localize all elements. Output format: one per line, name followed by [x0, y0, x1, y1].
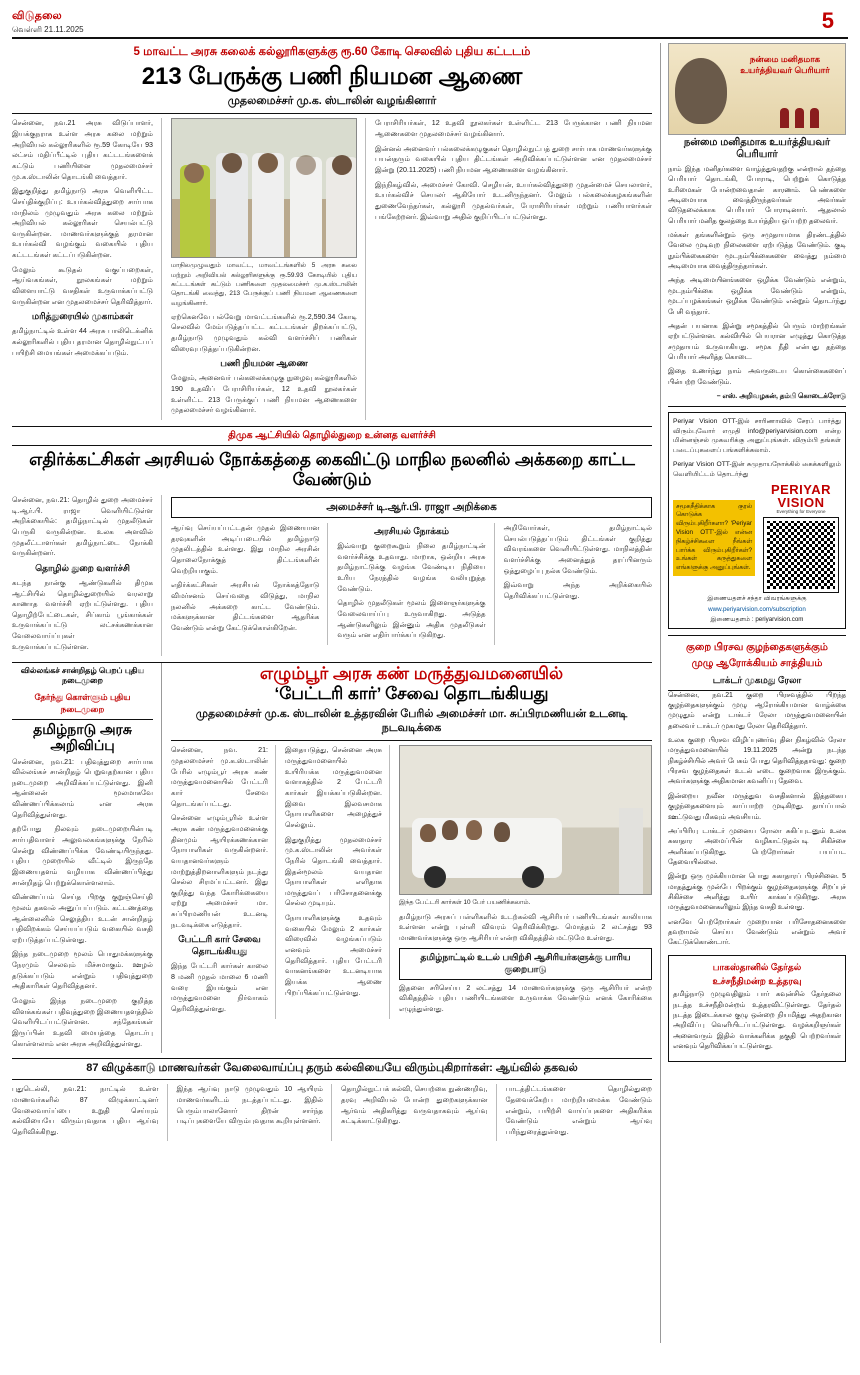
- health-para: இன்று ஒரு முக்கியமான பொது சுகாதாரப் பிரச்சினை. 5 மாதத்துக்கு முன்பே பிறக்கும் குழந்தைகளுக்கு சிறப்புச் சிகிச்சை அளித்து உயிர் காக்கப்படுகிறது. அரசு மருத்துவமனைகளிலும் இந்த வசதி உள்ளது.: [668, 873, 846, 912]
- periyar-portrait: [675, 58, 727, 124]
- third-center-para: இந்த பேட்டரி கார்கள் காலை 8 மணி முதல் மாலை 6 மணி வரை இயங்கும் என மருத்துவமனை நிர்வாகம் தெரிவித்துள்ளது.: [171, 962, 268, 1013]
- bottom-article: [12, 1058, 652, 1141]
- lead-col-1: [12, 118, 162, 420]
- ott-advertisement[interactable]: [668, 412, 846, 629]
- third-center-subhead: முதலமைச்சர் மு.க. ஸ்டாலின் உத்தரவின் பேரில் அமைச்சர் மா. சுப்பிரமணியன் உடனடி நடவடிக்கை: [171, 706, 652, 741]
- battery-car-photo: [399, 745, 652, 895]
- ott-mail-line[interactable]: இணையதளம் : periyarvision.com: [710, 616, 804, 624]
- lead-photo-caption: மாநிலமுழுவதும் மாவட்ட, மாவட்டங்களில் 5 அரசு கலை மற்றும் அறிவியல் கல்லூரிகளுக்கு ரூ.59.93 கோடியில் புதிய கட்டடங்கள் கட்டும் பணிகளை முதலமைச்சர் மு.க.ஸ்டாலின் தொடங்கி வைத்து, 213 பேருக்குப் பணி நியமன ஆணைகளை வழங்கினார்.: [171, 262, 357, 307]
- third-center-para: இதையடுத்து, சென்னை அரசு மருத்துவமனையில் உயிரியக்க மருத்துவமனை வளாகத்தில் 2 பேட்டரி கார்கள் இயக்கப்படுகின்றன. இவை இலவசமாக நோயாளிகளை அழைத்துச் செல்லும்.: [285, 746, 382, 829]
- third-center-col-1: [171, 745, 276, 1018]
- second-para: இவ்வாறு குறைகூறும் நிலை தமிழ்நாட்டின் வளர்ச்சிக்கு உதவாது. மாறாக, ஒன்றிய அரசு தமிழ்நாட்டுக்கு வழங்க வேண்டிய நிதியை உரிய நேரத்தில் வழங்க வலியுறுத்த வேண்டும்.: [337, 542, 486, 593]
- third-center-para: தமிழ்நாடு அரசுப் பள்ளிகளில் உடற்கல்வி ஆசிரியர் பணியிடங்கள் காலியாக உள்ளன என்று புள்ளி விவரம் தெரிவிக்கிறது. மொத்தம் 2 லட்சத்து 93 மாணவர்களுக்கு ஒரு ஆசிரியர் என்ற விகிதத்தில் மட்டுமே உள்ளது.: [399, 912, 652, 943]
- third-center-article: [171, 663, 652, 1053]
- lead-kicker: 5 மாவட்ட அரசு கலைக் கல்லூரிகளுக்கு ரூ.60 கோடி செலவில் புதிய கட்டடம்: [133, 45, 531, 58]
- second-col-3: [337, 523, 494, 645]
- third-center-subsection-head: பேட்டரி கார் சேவை தொடங்கியது: [178, 934, 261, 957]
- second-box-head: அமைச்சர் டி.ஆர்.பி. ராஜா அறிக்கை: [171, 497, 652, 518]
- lead-subhead: முதலமைச்சர் மு.க. ஸ்டாலின் வழங்கினார்: [12, 93, 652, 114]
- second-para: தொழில் முதலீடுகள் மூலம் இளைஞர்களுக்கு வேலைவாய்ப்பு உருவாகிறது. அடுத்த ஆண்டுகளிலும் இன்னும் அதிக முதலீடுகள் வரும் என எதிர்பார்க்கப்படுகிறது.: [337, 599, 486, 640]
- lead-para: இந்நிகழ்வில், அமைச்சர் கோவி. செழியன், உயர்கல்வித்துறை முதன்மைச் செயலாளர், உயர்கல்விச் செயலர் ஆகியோர் உடனிருந்தனர். மேலும் பல்கலைக்கழகங்களின் துணைவேந்தர்கள், கல்லூரி முதல்வர்கள், பேராசிரியர்கள் மற்றும் பணியாளர்கள் பங்கேற்றனர். இவ்வாறு அதில் குறிப்பிடப்பட்டுள்ளது.: [375, 180, 652, 221]
- page-body: [12, 43, 848, 1343]
- silhouette-group-icon: [780, 108, 819, 128]
- bottom-para: தொழில்நுட்பக் கல்வி, செயற்கை நுண்ணறிவு, தரவு அறிவியல் போன்ற துறைகளுக்கான ஆர்வம் அதிகரித்து வருவதாகவும் ஆய்வு சுட்டிக்காட்டுகிறது.: [341, 1085, 488, 1126]
- third-center-para: நோயாளிகளுக்கு உதவும் வகையில் மேலும் 2 கார்கள் விரைவில் வழங்கப்படும் எனவும் அமைச்சர் தெரிவித்தார். புதிய பேட்டரி வாகனங்களை உடனடியாக இயக்க ஆணை பிறப்பிக்கப்பட்டுள்ளது.: [285, 914, 382, 997]
- health-para: இன்றைய நவீன மருத்துவ வசதிகளால் இத்தகைய குழந்தைகளையும் காப்பாற்ற முடிகிறது. தாய்ப்பால் ஊட்டுவது மிகவும் அவசியம்.: [668, 792, 846, 821]
- bottom-para: புதுடெல்லி, நவ.21: நாட்டில் உள்ள மாணவர்களில் 87 விழுக்காட்டினர் வேலைவாய்ப்பை உறுதி செய்யும் கல்வியையே விரும்புவதாக புதிய ஆய்வு தெரிவிக்கிறது.: [12, 1085, 159, 1136]
- lead-para: சென்னை, நவ.21 அரசு விடுப்பாளர், இயக்குநராக உள்ள அரசு கலை மற்றும் அறிவியல் கல்லூரிகளில் ரூ.59 கோடியே 93 லட்சம் மதிப்பீட்டில் புதிய கட்டடங்களைக் கட்டும் பணியினை முதலமைச்சர் மு.க.ஸ்டாலின் தொடங்கி வைத்தார்.: [12, 119, 153, 181]
- periyar-banner-text: நன்மை மனிதமாக உயர்த்தியவர் பெரியார்: [740, 53, 830, 76]
- ott-logo-text: PERIYAR VISION: [770, 482, 832, 511]
- lead-headline: 213 பேருக்கு பணி நியமன ஆணை: [141, 62, 523, 90]
- ott-subscription-note: இணையதளச் சந்தா விவரங்களுக்கு: [707, 595, 807, 603]
- right-rail: [660, 43, 846, 1343]
- third-left-article: [12, 663, 162, 1053]
- second-para: அறிவோர்கள், தமிழ்நாட்டில் செயல்படுத்தப்படும் திட்டங்கள் குறித்து விவரங்களை வெளியிட்டுள்ளது. மாநிலத்தின் வளர்ச்சிக்கு அனைத்துத் தரப்பினரும் ஒத்துழைப்பு நல்க வேண்டும்.: [503, 524, 652, 575]
- court-para: தமிழ்நாடு முழுவதிலும் பார் கவுன்சில் தேர்தலை நடத்த உச்சநீதிமன்றம் உத்தரவிட்டுள்ளது. தேர்தல் நடத்த இடைக்கால குழு ஒன்றை நியமித்து அதற்கான அறிவிப்பு வெளியிடப்பட்டுள்ளது. வழக்கறிஞர்கள் அனைவரும் இதில் வாக்களிக்க தகுதி பெற்றவர்கள் எனவும் தெரிவிக்கப்பட்டுள்ளது.: [673, 991, 841, 1051]
- opinion-para: மக்கள் தங்களின்றும் ஒரு சமுதாயமாக திரண்டத்தில் வேலை முடிவுற நிலைகளை ஏற்படுத்த வேண்டும். குடி நும்பிக்கைகளை மூடநம்பிக்கைகளை வைத்து நம்மை அடிமையாக வைத்திருந்தார்கள்.: [668, 231, 846, 271]
- ott-logo-tagline: Everything for Everyone: [776, 509, 826, 515]
- second-headline: எதிர்க்கட்சிகள் அரசியல் நோக்கத்தை கைவிட்டு மாநில நலனில் அக்கறை காட்ட வேண்டும்: [12, 445, 652, 492]
- opinion-byline: – எஸ். அறிவழகன், தம்பி கொடைக்ரோடு: [716, 393, 846, 401]
- third-left-headline: தமிழ்நாடு அரசு அறிவிப்பு: [33, 721, 132, 754]
- lead-para: மேலும் கூடுதல் வகுப்பறைகள், ஆய்வகங்கள், நூலகங்கள் மற்றும் விளையாட்டு வசதிகள் உருவாக்கப்பட்டு வருகின்றன என முதலமைச்சர் தெரிவித்தார்.: [12, 265, 153, 306]
- court-article: [668, 955, 846, 1062]
- third-center-headline-line1: எழும்பூர் அரசு கண் மருத்துவமனையில்: [259, 664, 564, 684]
- page-number: 5: [821, 8, 834, 33]
- second-col-rest: [171, 495, 652, 656]
- publication-date: வெள்ளி 21.11.2025: [12, 24, 84, 34]
- second-col-2: [171, 523, 328, 645]
- second-para: ஆய்வு செய்யப்பட்டதன் முதல் இணையான தரவுகளின் அடிப்படையில் தமிழ்நாடு முதலிடத்தில் உள்ளது. இது மாநில அரசின் தொலைநோக்குத் திட்டங்களின் வெற்றியாகும்.: [171, 524, 320, 575]
- opinion-para: அந்த அடிமையினங்களை ஒழிக்க வேண்டும் என்றும், மூடநம்பிக்கை ஒழிக்க வேண்டும் என்றும், மூடப்பழக்கங்கள் ஒழிக்க வேண்டும் என்றும் தொடர்ந்து பேசி வந்தார்.: [668, 277, 846, 316]
- health-article: [668, 635, 846, 949]
- opinion-article: [668, 135, 846, 407]
- bottom-col-3: [341, 1084, 497, 1141]
- battery-car-caption: இந்த பேட்டரி கார்கள் 10 பேர் பயணிக்கலாம்.: [399, 899, 531, 907]
- third-left-para: இந்த நடைமுறை மூலம் பொதுமக்களுக்கு நேரமும் செலவும் மிச்சமாகும். ஊழல் தடுக்கப்படும் என்றும் பதிவுத்துறை அதிகாரிகள் தெரிவித்தனர்.: [12, 950, 153, 991]
- court-headline-line2: உச்சநீதிமன்ற உத்தரவு: [712, 976, 802, 987]
- masthead: [12, 10, 848, 39]
- qr-code-icon[interactable]: [764, 518, 838, 592]
- court-headline-line1: பாகஸ்தானில் தேர்தல்: [712, 961, 802, 972]
- publication-title: விடுதலை: [12, 10, 62, 22]
- health-headline-line1: குறை பிரசவ குழந்தைகளுக்கும்: [686, 642, 828, 654]
- ott-logo-row: [673, 483, 841, 592]
- lead-para: தமிழ்நாட்டில் உள்ள 44 அரசு பாலிடெக்னிக் கல்லூரிகளில் புதிய தரமான தொழில்நுட்பப் பயிற்சி மையங்கள் அமைக்கப்படும்.: [12, 327, 153, 357]
- lead-para: ஏற்கெனவே பல்வேறு மாவட்டங்களில் ரூ.2,590.34 கோடி செலவில் மேம்படுத்தப்பட்ட கட்டடங்கள் திறக்கப்பட்டு, தமிழ்நாடு முழுவதும் கல்வி வளர்ச்சிப் பணிகள் விரைவுபடுத்தப்படுகின்றன.: [171, 312, 357, 353]
- third-center-para: இதனை சரிசெய்ய 2 லட்சத்து 14 மாணவர்களுக்கு ஒரு ஆசிரியர் என்ற விகிதத்தில் புதிய பணியிடங்களை உருவாக்க வேண்டும் எனக் கோரிக்கை எழுந்துள்ளது.: [399, 983, 652, 1013]
- ott-yellow-note: சமூகநீதிக்காக குரல் கொடுக்க விரும்புகிறீர்களா? ‘Periyar Vision OTT’-இல் என்ன நிகழ்ச்சிகளை நீங்கள் பார்க்க விரும்புகிறீர்கள்? உங்கள் கருத்துகளை எங்களுக்கு அனுப்புங்கள்.: [673, 500, 755, 577]
- health-para: உலக குறை பிரசவ விழிப்புணர்வு தின நிகழ்வில் ரேலா மருத்துவமனையில் 19.11.2025 அன்று நடந்த நிகழ்ச்சியில் அவர் பேசும் போது தெரிவித்ததாவது: குறை பிரசவ குழந்தைகள் உடல் எடை குறைவாக இருக்கும். அவர்களுக்கு அதிகமான கவனிப்பு தேவை.: [668, 737, 846, 786]
- bottom-para: பாடத்திட்டங்களை தொழில்துறை தேவைக்கேற்ப மாற்றியமைக்க வேண்டும் என்றும், பயிற்சி வாய்ப்புகளை அதிகரிக்க வேண்டும் என்றும் ஆய்வு பரிந்துரைத்துள்ளது.: [505, 1085, 652, 1136]
- second-para: இவ்வாறு அந்த அறிக்கையில் தெரிவிக்கப்பட்டுள்ளது.: [503, 581, 652, 600]
- lead-subsection-head: மரித்துரையில் முகாம்கள்: [31, 311, 134, 322]
- third-center-boxhead: தமிழ்நாட்டில் உடல் பயிற்சி ஆசிரியர்களுக்கு பாரிய குறைபாடு: [399, 948, 652, 980]
- lead-col-2: [171, 118, 366, 420]
- ott-para: Periyar Vision OTT-இன் சுமுதாயநோக்கில் கைக்களிலும் வெளியிட்டம் தொடர்ந்து: [673, 460, 841, 478]
- lead-subsection-head: பணி நியமன ஆணை: [220, 358, 308, 369]
- health-para: அப்பிரியு டாக்டர் முனைய ரோலா சுகிப்புடனும் உலக சுகாதார அமைப்பின் வழிகாட்டுதல்படி சிகிச்சை அளிக்கப்படுகிறது. பெற்றோர்கள் பயப்பட தேவையில்லை.: [668, 827, 846, 866]
- lead-para: இதுகுறித்து தமிழ்நாடு அரசு வெளியிட்ட செய்திக்குறிப்பு: உயர்கல்வித்துறை சார்பாக மாநிலம் முழுவதும் அரசு கலை மற்றும் அறிவியல் கல்லூரிகள் செயல்பட்டு வருகின்றன. மாணவர்களுக்குத் தரமான உயர்கல்வி வழங்கும் வகையில் புதிய கட்டடங்கள் கட்டப்படுகின்றன.: [12, 187, 153, 260]
- second-strapline: திமுக ஆட்சியில் தொழில்துறை உன்னத வளர்ச்சி: [228, 429, 436, 441]
- third-left-strapline: வில்லங்கச் சான்றிதழ் பெறப் புதிய நடைமுறை: [20, 666, 145, 686]
- opinion-headline: நன்மை மனிதமாக உயர்த்தியவர் பெரியார்: [683, 136, 831, 161]
- lead-photo: [171, 118, 357, 258]
- periyar-banner: [668, 43, 846, 135]
- second-article: [12, 426, 652, 656]
- third-left-strapline-2: தேர்ந்து கொள்ளும் புதிய நடைமுறை: [12, 689, 153, 720]
- bottom-headline: 87 விழுக்காடு மாணவர்கள் வேலைவாய்ப்பு தரும் கல்வியையே விரும்புகிறார்கள்: ஆய்வில் தகவல்: [12, 1058, 652, 1080]
- third-center-para: சென்னை எழும்பூரில் உள்ள அரசு கண் மருத்துவமனைக்கு தினமும் ஆயிரக்கணக்கான நோயாளிகள் வருகின்றனர். வயதானவர்களும் மாற்றுத்திறனாளிகளும் நடந்து செல்ல சிரமப்பட்டனர். இது குறித்து வந்த கோரிக்கையை ஏற்று அமைச்சர் மா. சுப்பிரமணியன் உடனடி நடவடிக்கை எடுத்தார்.: [171, 814, 268, 929]
- lead-para: மேலும், அனைவர் பல்கலைக்கழுகு நுழைவு கல்லூரிகளில் 190 உதவிப் பேராசிரியர்கள், 12 உதவி நூலகர்கள் உள்ளிட்ட 213 பேருக்குப் பணி நியமன ஆணைகளை முதலமைச்சர் வழங்கினார்.: [171, 374, 357, 415]
- bottom-col-2: [177, 1084, 333, 1141]
- third-left-para: விண்ணப்பம் செய்த பிறகு குறுஞ்செய்தி மூலம் தகவல் அனுப்பப்படும். கட்டணத்தை ஆன்லைனில் செலுத்திய உடன் சான்றிதழ் பதிவிறக்கம் செய்யப்படும் வகையில் வசதி ஏற்படுத்தப்பட்டுள்ளது.: [12, 893, 153, 944]
- third-center-para: இதுகுறித்து முதலமைச்சர் மு.க.ஸ்டாலின் அவர்கள் நேரில் தொடங்கி வைத்தார். இதன்மூலம் வயதான நோயாளிகள் எளிதாக மருத்துவப் பரிசோதனைக்கு செல்ல முடியும்.: [285, 835, 382, 908]
- second-col-1: [12, 495, 162, 656]
- health-para: எனவே பெற்றோர்கள் முறையான பரிசோதனைகளை தவறாமல் செய்ய வேண்டும் என்றும் அவர் கேட்டுக்கொண்டார்.: [668, 918, 846, 947]
- bottom-col-1: [12, 1084, 168, 1141]
- third-center-col-2: [285, 745, 390, 1018]
- lead-para: பேராசிரியர்கள், 12 உதவி நூலகர்கள் உள்ளிட்ட 213 பேருக்கான பணி நியமன ஆணைகளை முதலமைச்சர் வழங்கினார்.: [375, 119, 652, 139]
- second-subsection-head: தொழில் துறை வளர்ச்சி: [35, 562, 130, 573]
- third-center-headline-line2: ‘பேட்டரி கார்’ சேவை தொடங்கியது: [274, 683, 549, 703]
- third-center-col-3: [399, 745, 652, 1018]
- bottom-para: இந்த ஆய்வு நாடு முழுவதும் 10 ஆயிரம் மாணவர்களிடம் நடத்தப்பட்டது. இதில் பெரும்பாலானோர் திறன் சார்ந்த படிப்புகளையே விரும்புவதாக கூறியுள்ளனர்.: [176, 1085, 323, 1126]
- lead-col-3: [375, 118, 652, 420]
- second-para: சென்னை, நவ.21: தொழில் துறை அமைச்சர் டி.ஆர்.பி. ராஜா வெளியிட்டுள்ள அறிக்கையில்: தமிழ்நாட்டில் முதலீடுகள் பெருகி வருகின்றன. உலக அளவில் முதலீட்டாளர்கள் தமிழ்நாட்டை நோக்கி வருகின்றனர்.: [12, 496, 153, 558]
- third-center-para: சென்னை, நவ. 21: முதலமைச்சர் மு.க.ஸ்டாலின் பேரில் எழும்பூர் அரசு கண் மருத்துவமனையில் பேட்டரி கார் சேவை தொடங்கப்பட்டது.: [171, 746, 268, 808]
- opinion-para: அதன் பயனாக இன்று சமூகத்தில் பெரும் மாற்றங்கள் ஏற்பட்டுள்ளன. கல்வியில் பெயரான எழுத்து கொடுத்த சமுதாயம் உருவாகியது. சமூக நீதி என்பது தந்தை பெரியார் அளித்த கொடை.: [668, 322, 846, 361]
- lead-para: இன்னல் அனைவர் பல்கலைக்கழுகுகள் தொழில்நுட்பத் துறை சார்பாக மாணவர்களுக்கு பயன்தரும் வகையில் புதிய திட்டங்கள் அறிவிக்கப்பட்டுள்ளன என முதலமைச்சர் இன்று (20.11.2025) பணி நியமன ஆணைகளை வழங்கினார்.: [375, 144, 652, 174]
- ott-subscription-url[interactable]: www.periyarvision.com/subscription: [708, 606, 806, 614]
- opinion-para: இதை உணர்ந்து நாம் அவருடைய கொள்கைகளைப் பின்பற்ற வேண்டும்.: [668, 368, 846, 386]
- health-headline-line2: முழு ஆரோக்கியம் சாத்தியம்: [691, 657, 823, 669]
- third-left-para: மேலும் இந்த நடைமுறை குறித்த விளக்கங்கள் பதிவுத்துறை இணையதளத்தில் வெளியிடப்பட்டுள்ளன. சந்தேகங்கள் இருப்பின் உதவி மையத்தை தொடர்பு கொள்ளலாம் என அரசு அறிவித்துள்ளது.: [12, 997, 153, 1048]
- opinion-para: நாம் இந்த மனிதர்களை வாழ்த்துவதற்கு என்றால் தந்தை பெரியார் தொடங்கி, போராடி, பெற்றுக் கொடுத்த உரிமைகள் போன்றவைதான் காரணம். பெண்களை அடிமையாக வைத்திருந்தவர்கள் அவர்கள் விடுதலைக்காக பெரியார் போராடினார். ஆதலால் பெரியார் மனித குலத்தை உயர்த்திய ஒப்பற்ற தலைவர்.: [668, 165, 846, 225]
- second-subsection-head: அரசியல் நோக்கம்: [373, 526, 449, 537]
- second-para: கடந்த நான்கு ஆண்டுகளில் திமுக ஆட்சியில் தொழில்துறையில் வரலாறு காணாத வளர்ச்சி ஏற்பட்டுள்ளது. புதிய தொழிற்பேட்டைகள், சிப்காம் பூங்காக்கள் உருவாக்கப்பட்டு லட்சக்கணக்கான வேலைவாய்ப்புகள் உருவாக்கப்பட்டுள்ளன.: [12, 578, 153, 651]
- second-col-4: [504, 523, 652, 645]
- main-column: [12, 43, 652, 1343]
- third-left-para: சென்னை, நவ.21: பதிவுத்துறை சார்பாக வில்லங்கச் சான்றிதழ் பெறுவதற்கான புதிய நடைமுறை அறிவிக்கப்பட்டுள்ளது. இனி ஆன்லைன் மூலமாகவே விண்ணப்பிக்கலாம் என அரசு தெரிவித்துள்ளது.: [12, 757, 153, 819]
- health-para: சென்னை, நவ.21 குறை பிரசவத்தில் பிறந்த குழந்தைகளுக்கும் முழு ஆரோக்கியமான வாழ்க்கை முழுதும் என்று டாக்டர் ரேலா மருத்துவமனையின் தலைவர் டாக்டர் முகமது ரேலா தெரிவித்தார்.: [668, 691, 846, 730]
- third-band: [12, 662, 652, 1053]
- second-para: எதிர்க்கட்சிகள் அரசியல் நோக்கத்தோடு விமர்சனம் செய்வதை விடுத்து, மாநில நலனில் அக்கறை காட்ட வேண்டும். மக்களுக்கான திட்டங்களை ஆதரிக்க வேண்டும் என்று கேட்டுக்கொள்கிறேன்.: [171, 581, 320, 632]
- masthead-left: [12, 10, 84, 34]
- lead-article: [12, 43, 652, 420]
- health-subhead: டாக்டர் முகமது ரேலா: [668, 673, 846, 690]
- ott-para: Periyar Vision OTT-இல் சாரிணாவில் சேரப் பார்த்து விரும்புவோர் எமுதி info@periyarvision.com என்ற மின்னஞ்சல் முகவரிக்கு அனுப்புங்கள். விரும்பி தங்கள் படைப்புகளைப் பங்களிக்கலாம்.: [673, 418, 841, 455]
- bottom-col-4: [506, 1084, 653, 1141]
- third-left-para: தற்போது நிலவும் நடைமுறையின்படி சார்பதிவாளர் அலுவலகங்களுக்கு நேரில் சென்று விண்ணப்பிக்க வேண்டியிருந்தது. புதிய முறையில் வீட்டில் இருந்தே இணையதளம் வழியாக விண்ணப்பித்து சான்றிதழ் பெற்றுக்கொள்ளலாம்.: [12, 825, 153, 887]
